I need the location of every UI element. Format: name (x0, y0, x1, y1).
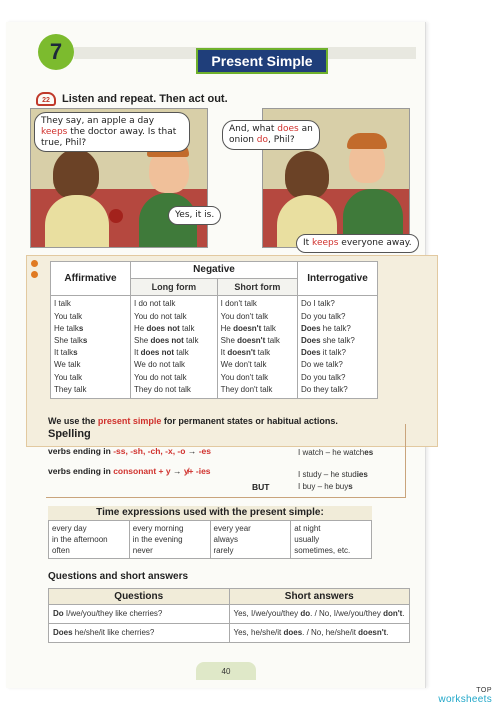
grammar-line: We don't talk (220, 360, 267, 370)
grammar-line: You talk (54, 311, 83, 321)
grammar-line: It talks (54, 348, 78, 358)
spelling-example-3: I buy – he buys (298, 482, 353, 491)
answer-cell: Yes, I/we/you/they do. / No, I/we/you/they don't. (229, 605, 410, 624)
unit-number: 7 (38, 34, 74, 70)
grammar-table (50, 261, 378, 399)
instruction (36, 92, 228, 106)
instruction-text: Listen and repeat. Then act out. (62, 93, 228, 105)
grammar-line: He doesn't talk (220, 323, 276, 333)
grammar-line: We talk (54, 360, 81, 370)
grammar-line: Does she talk? (301, 336, 355, 346)
time-col-1: every day in the afternoon often (49, 521, 130, 559)
grammar-line: You do not talk (134, 311, 187, 321)
grammar-line: Do they talk? (301, 384, 348, 394)
time-expressions-table (48, 520, 372, 559)
affirmative-column (51, 296, 131, 399)
grammar-line: He does not talk (134, 323, 195, 333)
time-col-2: every morning in the evening never (129, 521, 210, 559)
questions-table (48, 588, 410, 643)
spelling-example-2: I study – he studies (298, 470, 368, 479)
page-title: Present Simple (196, 48, 328, 74)
grammar-line: Do you talk? (301, 372, 346, 382)
grammar-line: I do not talk (134, 299, 176, 309)
grammar-line: I don't talk (220, 299, 257, 309)
page-number: 40 (196, 662, 256, 680)
long-form-column (131, 296, 218, 399)
question-cell: Do I/we/you/they like cherries? (49, 605, 230, 624)
grammar-line: It does not talk (134, 348, 189, 358)
grammar-line: Do you talk? (301, 311, 346, 321)
spelling-rule-2: verbs ending in consonant + y → y̸+ -ies (48, 466, 211, 476)
short-form-column (217, 296, 297, 399)
grammar-line: We do not talk (134, 360, 185, 370)
grammar-line: I talk (54, 299, 71, 309)
table-row (49, 624, 410, 643)
grammar-line: He talks (54, 323, 84, 333)
grammar-line: She does not talk (134, 336, 199, 346)
grammar-line: It doesn't talk (220, 348, 271, 358)
grammar-line: Do we talk? (301, 360, 343, 370)
grammar-line: Does he talk? (301, 323, 351, 333)
header-long-form: Long form (131, 279, 218, 296)
questions-title: Questions and short answers (48, 571, 189, 582)
answer-cell: Yes, he/she/it does. / No, he/she/it doesn't. (229, 624, 410, 643)
grammar-line: You talk (54, 372, 83, 382)
grammar-line: You don't talk (220, 311, 269, 321)
decorative-dots (28, 258, 42, 282)
time-col-3: every year always rarely (210, 521, 291, 559)
spelling-but: BUT (252, 482, 270, 492)
grammar-line: Does it talk? (301, 348, 346, 358)
spelling-title: Spelling (48, 428, 91, 440)
header-interrogative: Interrogative (298, 262, 378, 296)
header-short-form: Short form (217, 279, 297, 296)
question-cell: Does he/she/it like cherries? (49, 624, 230, 643)
speech-bubble-2: Yes, it is. (168, 206, 221, 225)
headphones-icon[interactable] (36, 92, 56, 106)
table-row (49, 605, 410, 624)
speech-bubble-1: They say, an apple a day keeps the doctor away. Is that true, Phil? (34, 112, 190, 152)
track-number: 22 (42, 97, 50, 104)
speech-bubble-4: It keeps everyone away. (296, 234, 419, 253)
spelling-example-1: I watch – he watches (298, 448, 374, 457)
spelling-rule-1: verbs ending in -ss, -sh, -ch, -x, -o → -es (48, 446, 211, 456)
header-affirmative: Affirmative (51, 262, 131, 296)
grammar-line: She doesn't talk (220, 336, 280, 346)
interrogative-column (298, 296, 378, 399)
header-questions: Questions (49, 589, 230, 605)
grammar-line: They don't talk (220, 384, 273, 394)
topworksheets-logo[interactable]: TOP worksheets (438, 687, 492, 705)
usage-note: We use the present simple for permanent states or habitual actions. (48, 416, 338, 426)
speech-bubble-3: And, what does an onion do, Phil? (222, 120, 320, 150)
header-negative: Negative (131, 262, 298, 279)
time-col-4: at night usually sometimes, etc. (291, 521, 372, 559)
grammar-line: They do not talk (134, 384, 191, 394)
grammar-line: She talks (54, 336, 88, 346)
grammar-line: You do not talk (134, 372, 187, 382)
grammar-line: You don't talk (220, 372, 269, 382)
grammar-line: They talk (54, 384, 87, 394)
header-short-answers: Short answers (229, 589, 410, 605)
time-expressions-title: Time expressions used with the present simple: (48, 506, 372, 520)
grammar-line: Do I talk? (301, 299, 335, 309)
